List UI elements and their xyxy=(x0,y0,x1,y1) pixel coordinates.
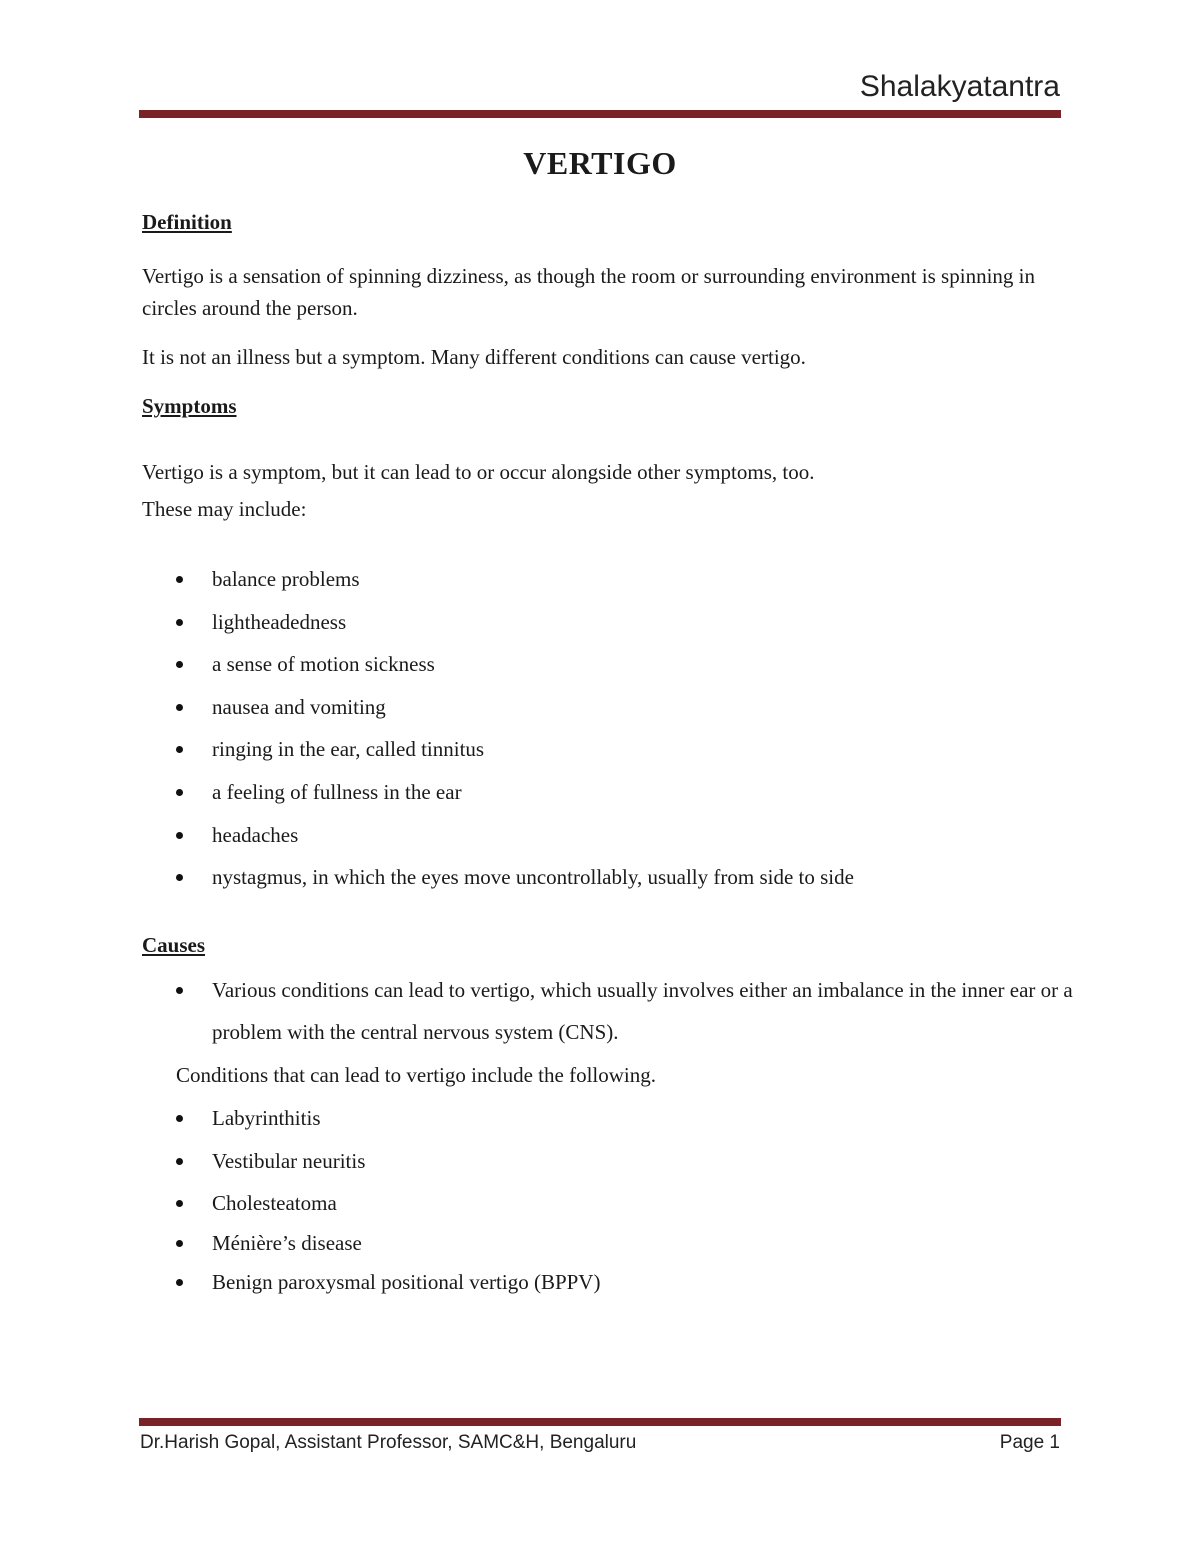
symptoms-list xyxy=(172,563,854,904)
list-item: a feeling of fullness in the ear xyxy=(172,776,854,819)
list-item: lightheadedness xyxy=(172,606,854,649)
definition-heading: Definition xyxy=(142,210,232,234)
list-item: Ménière’s disease xyxy=(172,1227,600,1266)
list-item: Vestibular neuritis xyxy=(172,1145,600,1187)
symptoms-heading: Symptoms xyxy=(142,394,237,418)
conditions-intro: Conditions that can lead to vertigo include the following. xyxy=(176,1063,656,1087)
definition-paragraph-2: It is not an illness but a symptom. Many different conditions can cause vertigo. xyxy=(142,345,806,369)
conditions-list xyxy=(172,1102,600,1304)
list-item: balance problems xyxy=(172,563,854,606)
list-item: Cholesteatoma xyxy=(172,1187,600,1227)
symptoms-intro-2: These may include: xyxy=(142,497,307,521)
definition-paragraph-1: Vertigo is a sensation of spinning dizziness, as though the room or surrounding environment is spinning in circles around the person. xyxy=(142,264,1035,320)
header-rule xyxy=(139,110,1061,118)
list-item: Various conditions can lead to vertigo, which usually involves either an imbalance in the inner ear or a problem with the central nervous system (CNS). xyxy=(172,969,1092,1053)
causes-intro-list xyxy=(172,969,1092,1053)
list-item: a sense of motion sickness xyxy=(172,648,854,691)
list-item: nystagmus, in which the eyes move uncontrollably, usually from side to side xyxy=(172,861,854,904)
list-item: ringing in the ear, called tinnitus xyxy=(172,733,854,776)
causes-heading: Causes xyxy=(142,933,206,957)
symptoms-intro-1: Vertigo is a symptom, but it can lead to or occur alongside other symptoms, too. xyxy=(142,460,815,484)
list-item: Labyrinthitis xyxy=(172,1102,600,1145)
footer-author: Dr.Harish Gopal, Assistant Professor, SAMC&H, Bengaluru xyxy=(140,1432,637,1453)
header-title: Shalakyatantra xyxy=(859,70,1060,103)
list-item: headaches xyxy=(172,819,854,862)
footer-rule xyxy=(139,1418,1061,1426)
list-item: Benign paroxysmal positional vertigo (BPPV) xyxy=(172,1266,600,1304)
document-title: VERTIGO xyxy=(523,145,677,181)
list-item: nausea and vomiting xyxy=(172,691,854,734)
page-number: Page 1 xyxy=(999,1432,1060,1453)
